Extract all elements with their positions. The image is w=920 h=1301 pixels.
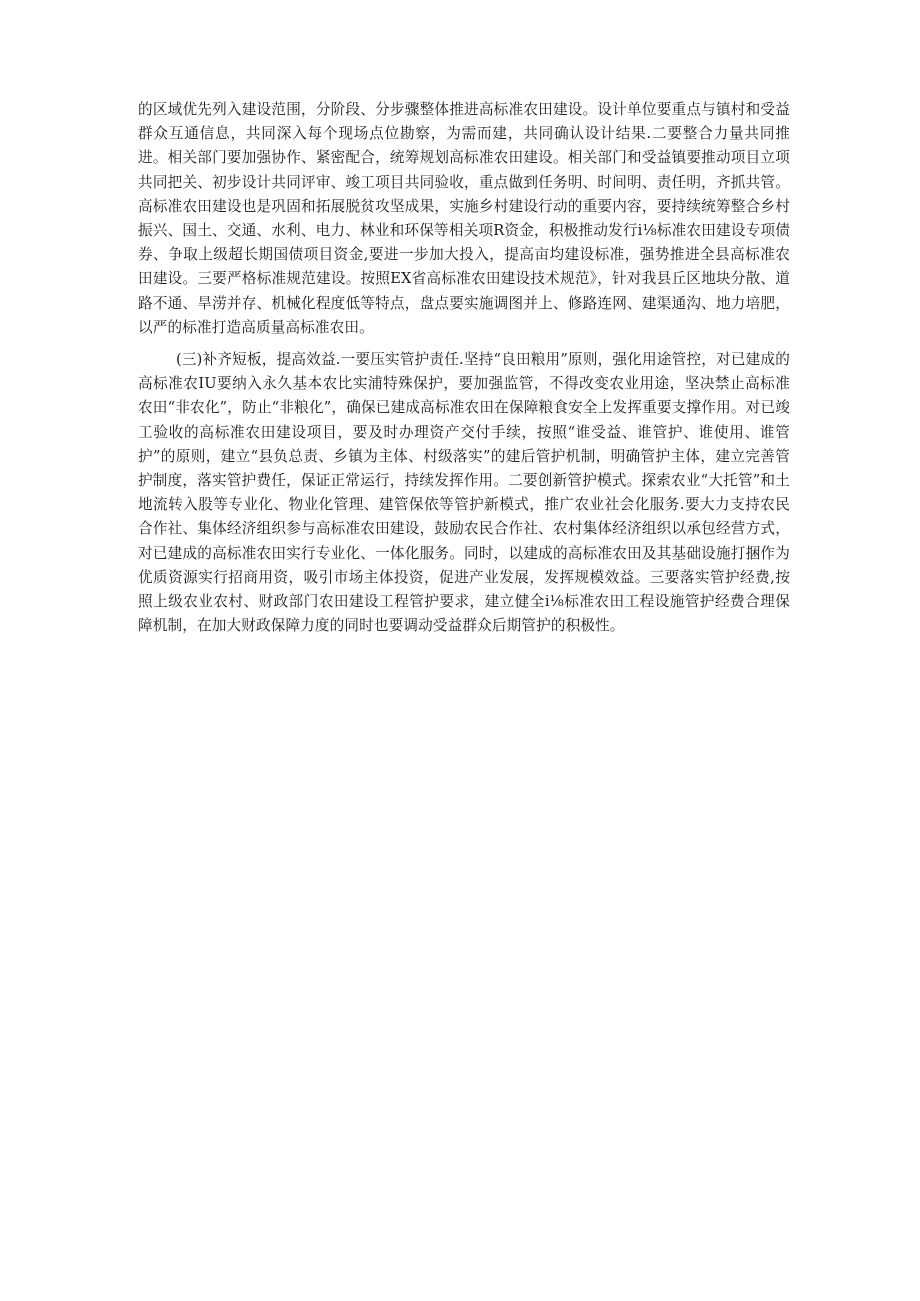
document-body (138, 98, 790, 638)
paragraph-continuation: 的区域优先列入建设范围，分阶段、分步骤整体推进高标准农田建设。设计单位要重点与镇村和受益群众互通信息，共同深入每个现场点位勘察，为需而建，共同确认设计结果.二要整合力量共同推进。相关部门要加强协作、紧密配合，统筹规划高标准农田建设。相关部门和受益镇要推动项目立项共同把关、初步设计共同评审、竣工项目共同验收，重点做到任务明、时间明、责任明，齐抓共管。高标准农田建设也是巩固和拓展脱贫攻坚成果，实施乡村建设行动的重要内容，要持续统筹整合乡村振兴、国土、交通、水利、电力、林业和环保等相关项R资金，积极推动发行i⅛标准农田建设专项债券、争取上级超长期国债项目资金,要进一步加大投入，提高亩均建设标准，强势推进全县高标准农田建设。三要严格标准规范建设。按照EX省高标准农田建设技术规范》，针对我县丘区地块分散、道路不通、旱涝并存、机械化程度低等特点，盘点要实施调图并上、修路连网、建渠通沟、地力培肥，以严的标准打造高质量高标准农田。 (138, 101, 790, 336)
paragraph-section-three: (三)补齐短板，提高效益.一要压实管护责任.坚持“良田粮用”原则，强化用途管控，对已建成的高标准农IU要纳入永久基本农比实浦特殊保护，要加强监管，不得改变农业用途，坚决禁止高标准农田“非农化”，防止“非粮化”，确保已建成高标准农田在保障粮食安全上发挥重要支撑作用。对已竣工验收的高标准农田建设项目，要及时办理资产交付手续，按照“谁受益、谁管护、谁使用、谁管护”的原则，建立“县负总责、乡镇为主体、村级落实”的建后管护机制，明确管护主体，建立完善管护制度，落实管护费任，保证正常运行，持续发挥作用。二要创新管护模式。探索农业“大托管”和土地流转入股等专业化、物业化管理、建管保依等管护新模式，推广农业社会化服务.要大力支持农民合作社、集体经济组织参与高标准农田建设，鼓励农民合作社、农村集体经济组织以承包经营方式，对已建成的高标准农田实行专业化、一体化服务。同时，以建成的高标准农田及其基础设施打捆作为优质资源实行招商用资，吸引市场主体投资，促进产业发展，发挥规模效益。三要落实管护经费,按照上级农业农村、财政部门农田建设工程管护要求，建立健全i⅛标准农田工程设施管护经费合理保障机制，在加大财政保障力度的同时也要调动受益群众后期管护的积极性。 (138, 351, 790, 635)
